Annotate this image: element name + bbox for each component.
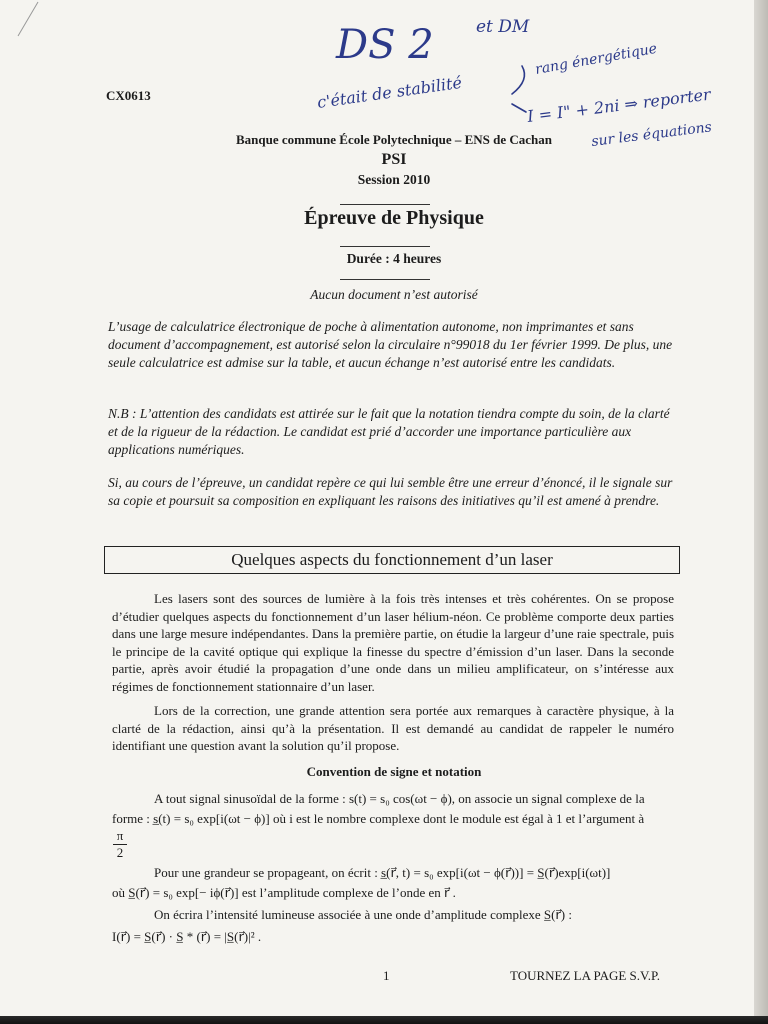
divider [340, 204, 430, 205]
divider [340, 279, 430, 280]
handwritten-annotations [0, 0, 760, 160]
exam-duration: Durée : 4 heures [346, 251, 442, 266]
handwriting-stroke [512, 104, 526, 112]
exam-filiere: PSI [381, 151, 407, 168]
scan-border [0, 1016, 768, 1024]
handwriting-etdm: et DM [476, 17, 530, 37]
instruction-nb: N.B : L’attention des candidats est attirée sur le fait que la notation tiendra compte du soin, de la clarté et de la rigueur de la rédaction. Le candidat est prié d’accorder une importance particulière aux applications numériques. [108, 406, 670, 457]
divider [340, 246, 430, 247]
handwriting-note: sur les équations [590, 119, 713, 150]
page-number: 1 [383, 968, 390, 983]
fraction-denominator: 2 [113, 844, 127, 861]
handwriting-note: rang énergétique [533, 40, 659, 78]
instruction-errors: Si, au cours de l’épreuve, un candidat repère ce qui lui semble être une erreur d’énoncé, il le signale sur sa copie et poursuit sa composition en expliquant les raisons des initiatives qu’il est amené à prendre. [108, 475, 673, 508]
problem-title: Quelques aspects du fonctionnement d’un laser [104, 546, 680, 574]
handwriting-ds: DS 2 [336, 22, 434, 68]
convention-line: A tout signal sinusoïdal de la forme : s(t) = s₀ cos(ωt − ϕ), on associe un signal complexe de la [154, 791, 645, 806]
handwriting-stroke [512, 66, 524, 94]
turn-page-note: TOURNEZ LA PAGE S.V.P. [510, 968, 661, 983]
convention-line: I(r⃗) = S̲(r⃗) · S̲ * (r⃗) = |S̲(r⃗)|² . [112, 929, 262, 944]
page-edge [754, 0, 768, 1024]
handwriting-note: c'était de stabilité [315, 72, 464, 112]
fraction-numerator: π [116, 828, 124, 843]
exam-banque: Banque commune École Polytechnique – ENS de Cachan [236, 132, 552, 147]
instruction-calculator: L’usage de calculatrice électronique de poche à alimentation autonome, non imprimantes et sans document d’accompagnement, est autorisé selon la circulaire n°99018 du 1er février 1999. De plus, une seule calculatrice est admise sur la table, et aucun échange n’est autorisé entre les candidats. [108, 319, 673, 370]
exam-session: Session 2010 [357, 172, 431, 187]
fraction-pi-over-2 [113, 828, 127, 861]
intro-paragraph: Les lasers sont des sources de lumière à la fois très intenses et très cohérentes. On se propose d’étudier quelques aspects du fonctionnement d’un laser hélium-néon. Ce problème comporte deux parties dans une large mesure indépendantes. Dans la première partie, on étudie la largeur d’une raie spectrale, puis le principe de la cavité optique qui explique la finesse du spectre d’émission d’un laser. Dans la seconde partie, après avoir étudié la propagation d’une onde dans un milieu amplificateur, on s’intéresse aux régimes de fonctionnement stationnaire d’un laser. [112, 591, 674, 694]
exam-title: Épreuve de Physique [304, 207, 484, 229]
no-document-note: Aucun document n’est autorisé [310, 287, 478, 302]
convention-line: où S̲(r⃗) = s₀ exp[− iϕ(r⃗)] est l’amplitude complexe de l’onde en r⃗ . [112, 885, 456, 900]
convention-heading: Convention de signe et notation [306, 764, 482, 779]
handwriting-note: I = I" + 2ni ⇒ reporter [526, 84, 712, 126]
exam-code: CX0613 [106, 88, 151, 103]
convention-line: Pour une grandeur se propageant, on écrit : s̲(r⃗, t) = s₀ exp[i(ωt − ϕ(r⃗))] = S̲(r⃗)exp[i(ωt)] [154, 865, 611, 880]
convention-line: On écrira l’intensité lumineuse associée à une onde d’amplitude complexe S̲(r⃗) : [154, 907, 572, 922]
convention-line: forme : s̲(t) = s₀ exp[i(ωt − ϕ)] où i est le nombre complexe dont le module est égal à 1 et l’argument à [112, 811, 645, 826]
correction-paragraph: Lors de la correction, une grande attention sera portée aux remarques à caractère physique, à la clarté de la rédaction, ainsi qu’à la présentation. Il est demandé au candidat de rappeler le numéro identifiant une question avant la solution qu’il propose. [112, 703, 674, 753]
